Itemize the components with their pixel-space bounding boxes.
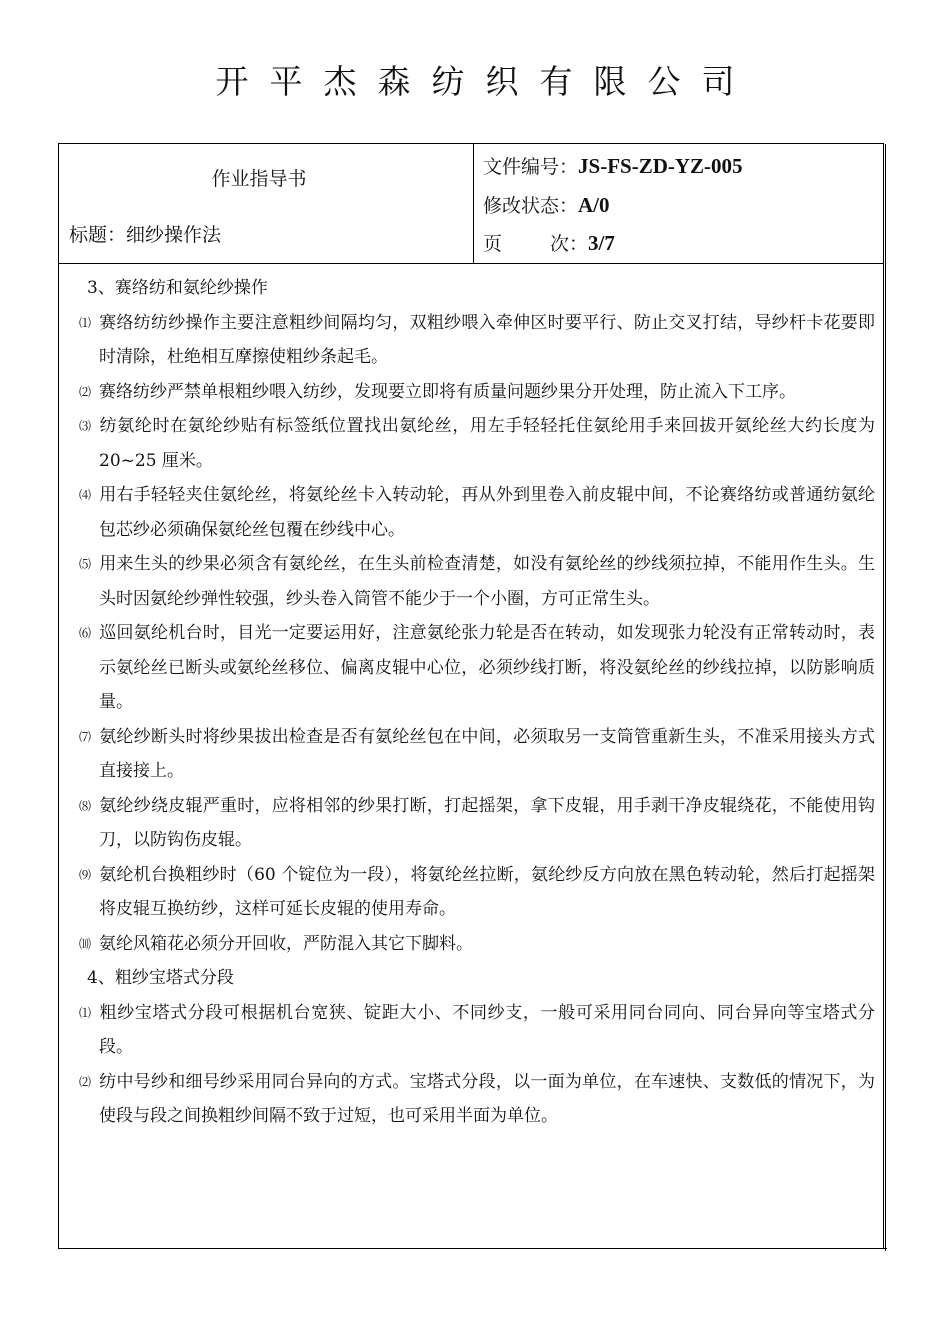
item-text: 氨纶纱绕皮辊严重时，应将相邻的纱果打断，打起摇架，拿下皮辊，用手剥干净皮辊绕花，不能使用钩刀，以防钩伤皮辊。 xyxy=(99,795,875,850)
item-text: 氨纶机台换粗纱时（60 个锭位为一段），将氨纶丝拉断，氨纶纱反方向放在黑色转动轮，然后打起摇架将皮辊互换纺纱，这样可延长皮辊的使用寿命。 xyxy=(99,864,875,919)
item-number: ⑸ xyxy=(79,557,92,571)
doc-type: 作业指导书 xyxy=(211,168,307,190)
revision-value: A/0 xyxy=(578,193,610,217)
item-number: ⑵ xyxy=(79,384,92,399)
list-item xyxy=(79,409,875,478)
list-item xyxy=(79,720,875,789)
revision-label: 修改状态： xyxy=(483,195,579,217)
item-number: ⑼ xyxy=(79,867,92,882)
item-number: ⑷ xyxy=(79,488,92,502)
item-number: ⑺ xyxy=(79,729,92,744)
header-bottom-rule xyxy=(59,263,883,264)
doc-number-value: JS-FS-ZD-YZ-005 xyxy=(578,154,743,178)
item-number: ⑴ xyxy=(79,315,92,330)
section-heading: 3、赛络纺和氨纶纱操作 xyxy=(87,278,268,298)
page-row xyxy=(483,229,615,256)
item-text: 纺氨纶时在氨纶纱贴有标签纸位置找出氨纶丝，用左手轻轻托住氨纶用手来回拔开氨纶丝大约长度为 20~25 厘米。 xyxy=(99,416,875,471)
title-label: 标题： xyxy=(69,224,127,246)
list-item xyxy=(79,858,875,927)
item-number: ⑵ xyxy=(79,1074,92,1089)
item-number: ⑽ xyxy=(79,936,92,951)
page-label-a: 页 xyxy=(483,233,503,255)
item-text: 赛络纺纱严禁单根粗纱喂入纺纱，发现要立即将有质量问题纱果分开处理，防止流入下工序。 xyxy=(99,381,796,402)
item-number: ⑴ xyxy=(79,1005,92,1020)
item-text: 巡回氨纶机台时，目光一定要运用好，注意氨纶张力轮是否在转动，如发现张力轮没有正常转动时，表示氨纶丝已断头或氨纶丝移位、偏离皮辊中心位，必须纱线打断，将没氨纶丝的纱线拉掉，以防影响质量。 xyxy=(99,623,875,712)
header-divider xyxy=(473,144,474,263)
item-text: 用来生头的纱果必须含有氨纶丝，在生头前检查清楚，如没有氨纶丝的纱线须拉掉，不能用作生头。生头时因氨纶纱弹性较强，纱头卷入筒管不能少于一个小圈，方可正常生头。 xyxy=(99,554,875,609)
page-label-b: 次： xyxy=(550,233,589,255)
doc-number-row xyxy=(483,152,743,179)
list-item xyxy=(79,616,875,720)
section-heading: 4、粗纱宝塔式分段 xyxy=(87,968,234,988)
doc-number-label: 文件编号： xyxy=(483,156,579,178)
frame-shadow-rule xyxy=(58,1248,887,1249)
title-value: 细纱操作法 xyxy=(126,224,222,246)
list-item xyxy=(79,547,875,616)
item-text: 纺中号纱和细号纱采用同台异向的方式。宝塔式分段，以一面为单位，在车速快、支数低的情况下，为使段与段之间换粗纱间隔不致于过短，也可采用半面为单位。 xyxy=(99,1071,875,1126)
item-number: ⑹ xyxy=(79,626,92,640)
body-content xyxy=(79,271,875,1134)
doc-title xyxy=(69,220,221,247)
revision-row xyxy=(483,191,610,218)
document-frame xyxy=(58,143,884,1249)
item-text: 用右手轻轻夹住氨纶丝，将氨纶丝卡入转动轮，再从外到里卷入前皮辊中间，不论赛络纺或普通纺氨纶包芯纱必须确保氨纶丝包覆在纱线中心。 xyxy=(99,485,875,540)
list-item xyxy=(79,789,875,858)
page-value: 3/7 xyxy=(588,231,615,255)
item-text: 赛络纺纺纱操作主要注意粗纱间隔均匀，双粗纱喂入牵伸区时要平行、防止交叉打结，导纱杆卡花要即时清除，杜绝相互摩擦使粗纱条起毛。 xyxy=(99,312,875,367)
list-item xyxy=(79,375,875,410)
list-item xyxy=(79,996,875,1065)
list-item xyxy=(79,1065,875,1134)
item-text: 氨纶纱断头时将纱果拔出检查是否有氨纶丝包在中间，必须取另一支筒管重新生头，不准采用接头方式直接接上。 xyxy=(99,726,875,781)
item-text: 氨纶风箱花必须分开回收，严防混入其它下脚料。 xyxy=(99,933,473,954)
item-text: 粗纱宝塔式分段可根据机台宽狭、锭距大小、不同纱支，一般可采用同台同向、同台异向等宝塔式分段。 xyxy=(99,1002,875,1057)
item-number: ⑶ xyxy=(79,419,92,433)
item-number: ⑻ xyxy=(79,798,92,813)
list-item xyxy=(79,927,875,962)
list-item xyxy=(79,478,875,547)
company-name: 开平杰森纺织有限公司 xyxy=(215,62,756,101)
list-item xyxy=(79,306,875,375)
